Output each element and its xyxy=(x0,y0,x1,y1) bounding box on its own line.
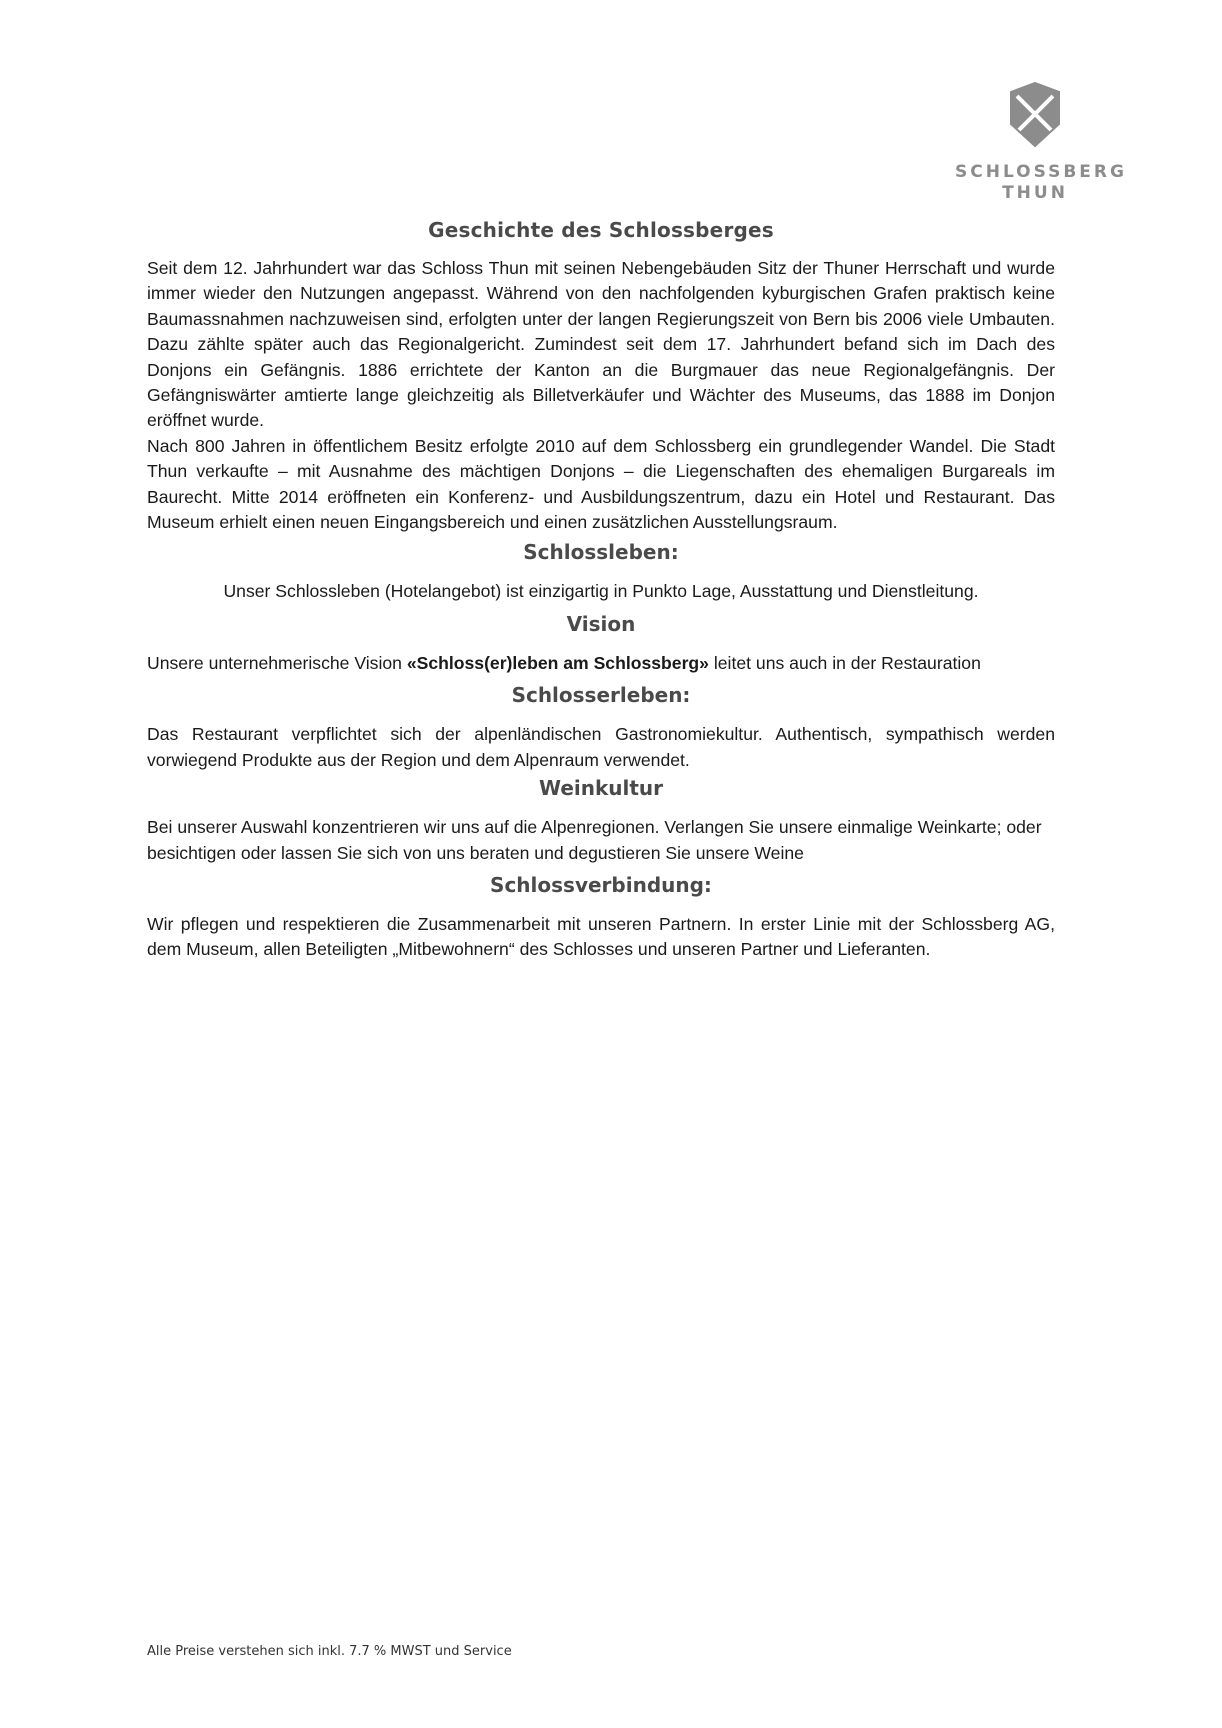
heading-schlossverbindung: Schlossverbindung: xyxy=(490,872,712,897)
vision-text-after: leitet uns auch in der Restauration xyxy=(708,652,981,673)
heading-schlossleben: Schlossleben: xyxy=(523,540,679,565)
vision-slogan: «Schloss(er)leben am Schlossberg» xyxy=(406,652,709,673)
heading-schlosserleben: Schlosserleben: xyxy=(511,683,691,708)
heading-vision: Vision xyxy=(566,611,636,636)
history-paragraph-1: Seit dem 12. Jahrhundert war das Schloss Thun mit seinen Nebengebäuden Sitz der Thuner Herrschaft und wurde immer wieder den Nutzungen angepasst. Während von den nachfolgenden kyburgischen Grafen praktisch keine Baumassnahmen nachzuweisen sind, erfolgten unter der langen Regierungszeit von Bern bis 2006 viele Umbauten. Dazu zählte später auch das Regionalgericht. Zumindest seit dem 17. Jahrhundert befand sich im Dach des Donjons ein Gefängnis. 1886 errichtete der Kanton an die Burgmauer das neue Regionalgefängnis. Der Gefängniswärter amtierte lange gleichzeitig als Billetverkäufer und Wächter des Museums, das 1888 im Donjon eröffnet wurde. xyxy=(147,258,1055,431)
vision-text-before: Unsere unternehmerische Vision xyxy=(147,652,407,673)
weinkultur-text: Bei unserer Auswahl konzentrieren wir uns auf die Alpenregionen. Verlangen Sie unsere einmalige Weinkarte; oder besichtigen oder lassen Sie sich von uns beraten und degustieren Sie unsere Weine xyxy=(147,817,1042,863)
footer-note: Alle Preise verstehen sich inkl. 7.7 % MWST und Service xyxy=(147,1644,512,1659)
history-paragraph-2: Nach 800 Jahren in öffentlichem Besitz erfolgte 2010 auf dem Schlossberg ein grundlegender Wandel. Die Stadt Thun verkaufte – mit Ausnahme des mächtigen Donjons – die Liegenschaften des ehemaligen Burgareals im Baurecht. Mitte 2014 eröffneten ein Konferenz- und Ausbildungszentrum, dazu ein Hotel und Restaurant. Das Museum erhielt einen neuen Eingangsbereich und einen zusätzlichen Ausstellungsraum. xyxy=(147,435,1055,533)
schlosserleben-text: Das Restaurant verpflichtet sich der alpenländischen Gastronomiekultur. Authentisch, sympathisch werden vorwiegend Produkte aus der Region und dem Alpenraum verwendet. xyxy=(147,724,1055,770)
schlossleben-text: Unser Schlossleben (Hotelangebot) ist einzigartig in Punkto Lage, Ausstattung und Dienstleitung. xyxy=(223,581,979,602)
heading-weinkultur: Weinkultur xyxy=(538,776,664,801)
history-section xyxy=(147,256,1055,535)
logo-name-line2: THUN xyxy=(1002,183,1068,203)
shield-cross-icon xyxy=(1009,82,1061,148)
document-body xyxy=(147,218,1055,963)
vision-text xyxy=(147,651,1055,676)
schlossverbindung-text: Wir pflegen und respektieren die Zusammenarbeit mit unseren Partnern. In erster Linie mit der Schlossberg AG, dem Museum, allen Beteiligten „Mitbewohnern“ des Schlosses und unseren Partner und Lieferanten. xyxy=(147,913,1055,960)
logo-name-line1: SCHLOSSBERG xyxy=(955,162,1127,182)
page-title: Geschichte des Schlossberges xyxy=(428,218,774,242)
logo xyxy=(955,82,1127,204)
